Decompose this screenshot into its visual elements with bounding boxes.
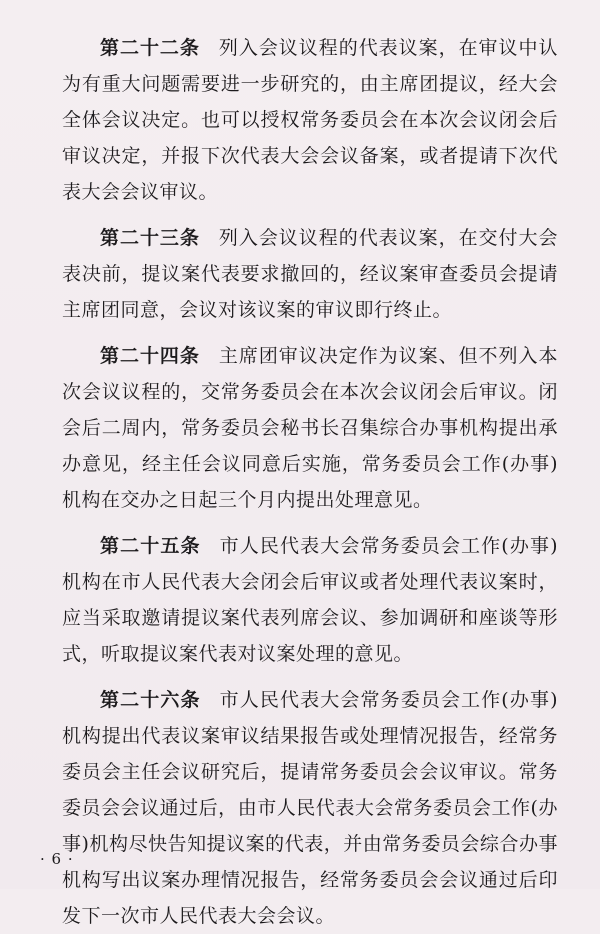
article-25: [62, 528, 558, 672]
article-text: 列入会议议程的代表议案，在交付大会表决前，提议案代表要求撤回的，经议案审查委员会提请主席团同意，会议对该议案的审议即行终止。: [62, 227, 558, 321]
article-24: [62, 338, 558, 518]
article-text: 市人民代表大会常务委员会工作(办事)机构在市人民代表大会闭会后审议或者处理代表议案时，应当采取邀请提议案代表列席会议、参加调研和座谈等形式，听取提议案代表对议案处理的意见。: [62, 535, 558, 665]
page-number: · 6 ·: [40, 850, 74, 868]
article-26: [62, 682, 558, 934]
article-text: 列入会议议程的代表议案，在审议中认为有重大问题需要进一步研究的，由主席团提议，经大会全体会议决定。也可以授权常务委员会在本次会议闭会后审议决定，并报下次代表大会会议备案，或者提请下次代表大会会议审议。: [62, 37, 558, 203]
article-text: 市人民代表大会常务委员会工作(办事)机构提出代表议案审议结果报告或处理情况报告，经常务委员会主任会议研究后，提请常务委员会会议审议。常务委员会会议通过后，由市人民代表大会常务委员会工作(办事)机构尽快告知提议案的代表，并由常务委员会综合办事机构写出议案办理情况报告，经常务委员会会议通过后印发下一次市人民代表大会会议。: [62, 689, 558, 927]
article-number: 第二十五条: [100, 535, 201, 557]
article-number: 第二十四条: [100, 345, 200, 367]
article-number: 第二十三条: [100, 227, 200, 249]
article-23: [62, 220, 558, 328]
article-22: [62, 30, 558, 210]
article-number: 第二十二条: [100, 37, 200, 59]
article-text: 主席团审议决定作为议案、但不列入本次会议议程的，交常务委员会在本次会议闭会后审议。闭会后二周内，常务委员会秘书长召集综合办事机构提出承办意见，经主任会议同意后实施，常务委员会工作(办事)机构在交办之日起三个月内提出处理意见。: [62, 345, 558, 511]
article-number: 第二十六条: [100, 689, 201, 711]
